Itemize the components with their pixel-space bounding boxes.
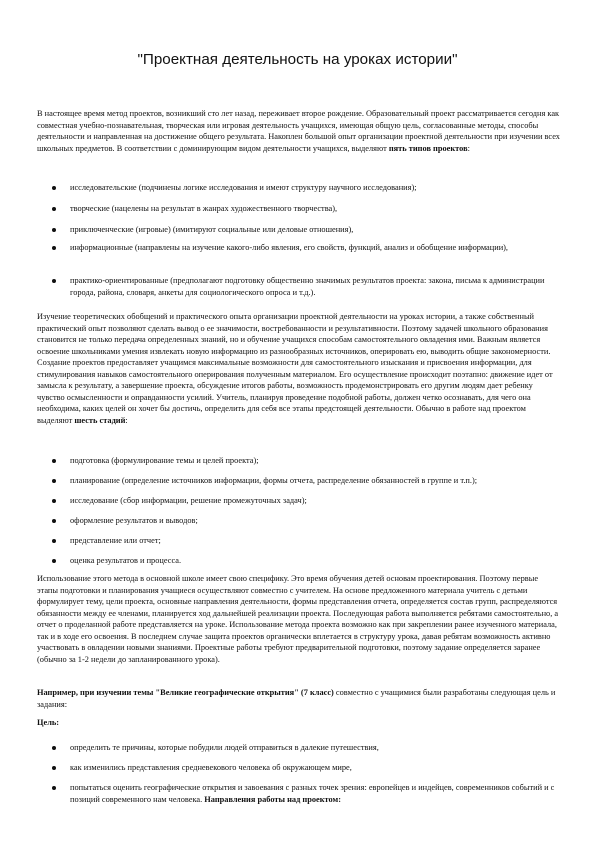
para4-tail: совместно с учащимися были разработаны следующая цель и задания:	[37, 688, 556, 709]
intro-tail: :	[467, 143, 470, 153]
list-item: планирование (определение источников информации, формы отчета, распределение обязанностей в группе и т.п.);	[37, 475, 560, 487]
list-item: оформление результатов и выводов;	[37, 515, 560, 527]
list-item: приключенческие (игровые) (имитируют социальные или деловые отношения),	[37, 224, 560, 236]
list-item: подготовка (формулирование темы и целей проекта);	[37, 455, 560, 467]
para2-text: Изучение теоретических обобщений и практического опыта организации проектной деятельности на уроках истории, а также собственный практический опыт позволяют сделать вывод о ее значимости, востребованности и результативности. Поэтому задачей школьного образования становится не только передача определенных знаний, но и обучение учащихся способам самостоятельного овладения ими. Важным является освоение школьниками умения извлекать новую информацию из разнообразных источников, оперировать ею, выводить общие закономерности. Создание проектов предоставляет учащимся максимальные возможности для самостоятельного изыскания и присвоения информации, для стимулирования навыков самостоятельного оперирования полученным материалом. Его осуществление происходит поэтапно: движение идет от замысла к результату, а завершение проекта, обсуждение итогов работы, возможность продемонстрировать его другим людям дает ребенку чувство осмысленности и оправданности усилий. Учитель, планируя проведение подобной работы, должен четко осознавать, для чего она необходима, каких целей он хочет бы достичь, определить для себя все этапы предстоящей деятельности. Обычно в работе над проектом выделяют	[37, 312, 553, 425]
list-item: представление или отчет;	[37, 535, 560, 547]
list-item: как изменились представления средневекового человека об окружающем мире,	[37, 762, 560, 774]
list-item: определить те причины, которые побудили людей отправиться в далекие путешествия,	[37, 742, 560, 754]
list-item: исследование (сбор информации, решение промежуточных задач);	[37, 495, 560, 507]
para2-bold: шесть стадий	[74, 415, 126, 425]
paragraph-4	[37, 687, 560, 710]
list-item: оценка результатов и процесса.	[37, 555, 560, 567]
list-item: творческие (нацелены на результат в жанрах художественного творчества),	[37, 203, 560, 215]
list-item: попытаться оценить географические открытия и завоевания с разных точек зрения: европейцев и индейцев, современников событий и с позиций современного нам человека. Направления работы над проектом:	[37, 782, 560, 805]
intro-bold: пять типов проектов	[388, 143, 468, 153]
directions-label: Направления работы над проектом:	[204, 794, 341, 804]
para4-bold: Например, при изучении темы "Великие географические открытия" (7 класс)	[37, 688, 334, 697]
list-item: информационные (направлены на изучение какого-либо явления, его свойств, функций, анализ и обобщение информации),	[37, 242, 560, 254]
list-item: исследовательские (подчинены логике исследования и имеют структуру научного исследования);	[37, 182, 560, 194]
para2-tail: :	[125, 415, 128, 425]
page-title: "Проектная деятельность на уроках истории"	[137, 51, 458, 68]
paragraph-3: Использование этого метода в основной школе имеет свою специфику. Это время обучения детей основам проектирования. Поэтому первые этапы подготовки и планирования учащиеся осуществляют совместно с учителем. На основе предложенного материала учитель с детьми формулирует тему, цели проекта, основные направления деятельности, формы представления отчета, определяется состав групп, распределяются обязанности между ее членами, планируется ход дальнейшей реализации проекта. Последующая работа выполняется ребятами самостоятельно, а отчет о проделанной работе представляется на уроке. Использование метода проекта возможно как при закреплении ранее изученного материала, так и в ходе его освоения. В последнем случае защита проектов органически вплетается в структуру урока, давая ребятам возможность активно участвовать в овладении новыми знаниями. Проектные работы требуют предварительной подготовки, поэтому задание определяется заранее (обычно за 1-2 недели до запланированного урока).	[37, 574, 559, 664]
intro-paragraph	[37, 108, 560, 154]
goal-label: Цель:	[37, 718, 60, 727]
intro-text: В настоящее время метод проектов, возникший сто лет назад, переживает второе рождение. Образовательный проект рассматривается сегодня как совместная учебно-познавательная, творческая или игровая деятельность учащихся, имеющая общую цель, согласованные методы, способы деятельности и направленная на достижение общего результата. Накоплен большой опыт организации проектной деятельности при изучении всех школьных предметов. В соответствии с доминирующим видом деятельности учащихся, выделяют	[37, 109, 560, 153]
list-item: практико-ориентированные (предполагают подготовку общественно значимых результатов проекта: закона, письма к администрации города, района, словаря, анкеты для социологического опроса и т.д.).	[37, 275, 560, 298]
paragraph-2	[37, 311, 560, 426]
